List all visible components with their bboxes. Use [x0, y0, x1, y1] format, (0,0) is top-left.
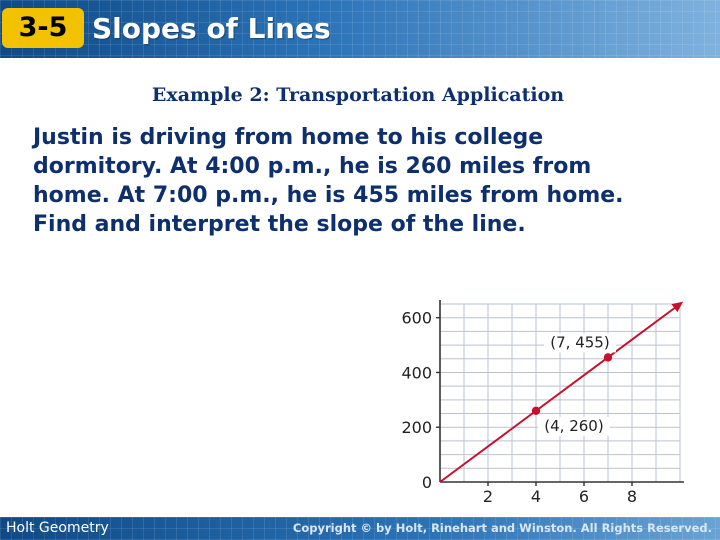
- y-tick-label: 600: [401, 308, 432, 328]
- header-bar: [0, 0, 720, 58]
- problem-line: home. At 7:00 p.m., he is 455 miles from home.: [33, 183, 624, 208]
- problem-line: Justin is driving from home to his college: [33, 125, 544, 150]
- slope-graph: [388, 300, 688, 510]
- problem-text: [33, 123, 703, 239]
- problem-line: dormitory. At 4:00 p.m., he is 260 miles from: [33, 154, 592, 179]
- footer-bar: [0, 517, 720, 540]
- y-tick-label: 400: [401, 363, 432, 383]
- x-tick-label: 2: [482, 487, 494, 506]
- y-tick-label: 200: [401, 418, 432, 438]
- footer-copyright: Copyright © by Holt, Rinehart and Winston. All Rights Reserved.: [292, 521, 712, 535]
- data-point: [604, 353, 612, 361]
- origin-label: 0: [421, 473, 432, 492]
- data-label: (7, 455): [550, 333, 610, 352]
- series-arrow: [671, 302, 683, 313]
- footer-course-name: Holt Geometry: [6, 520, 109, 536]
- x-tick-label: 8: [626, 487, 638, 506]
- x-tick-label: 4: [530, 487, 542, 506]
- lesson-number-badge: 3-5: [2, 8, 84, 48]
- data-point: [532, 407, 540, 415]
- example-title: Example 2: Transportation Application: [151, 84, 565, 106]
- x-tick-label: 6: [578, 487, 590, 506]
- problem-line: Find and interpret the slope of the line.: [33, 212, 526, 237]
- data-label: (4, 260): [544, 416, 604, 435]
- lesson-title: Slopes of Lines: [92, 12, 331, 45]
